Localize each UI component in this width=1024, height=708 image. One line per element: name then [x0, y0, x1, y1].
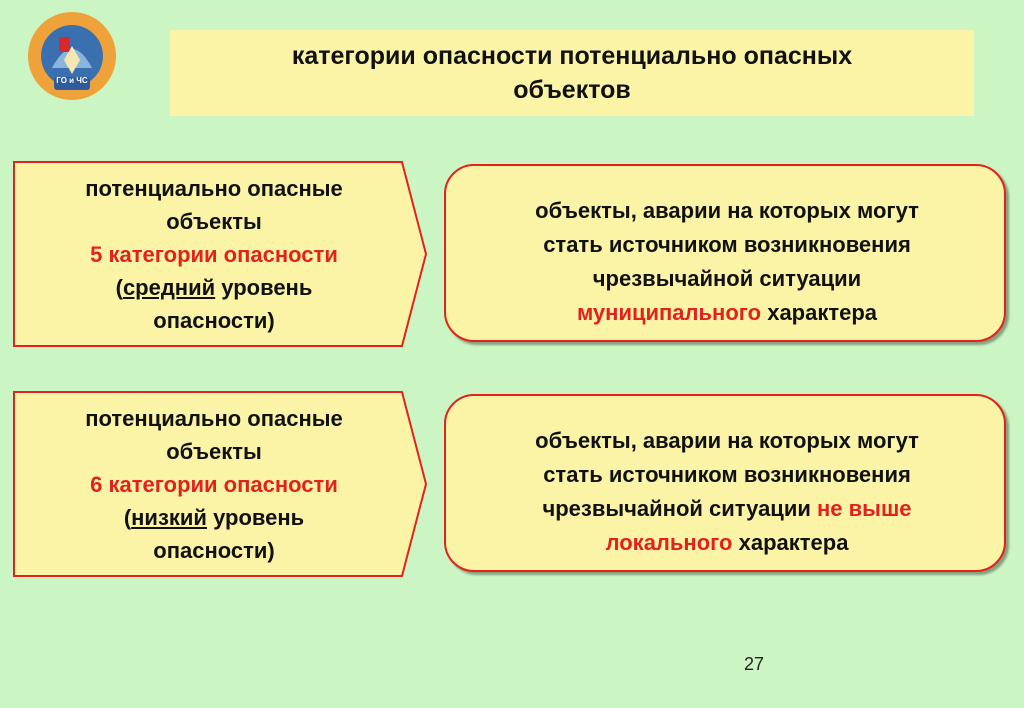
category-6-line-1: потенциально опасные	[85, 406, 343, 431]
category-5-line-5: опасности)	[153, 308, 275, 333]
category-6-def-line-4: локального характера	[605, 530, 849, 555]
category-5-level: средний	[122, 275, 216, 300]
title-line-1: категории опасности потенциально опасных	[291, 42, 853, 70]
category-6-scope: локального	[605, 530, 733, 555]
category-6-scope-prefix: не выше	[817, 496, 912, 521]
organization-logo	[26, 10, 118, 102]
category-5-def-line-2: стать источником возникновения	[543, 232, 911, 257]
category-6-line-2: объекты	[166, 439, 262, 464]
category-6-def-line-2: стать источником возникновения	[543, 462, 911, 487]
category-5-arrow-box	[12, 160, 430, 348]
category-6-def-line-3: чрезвычайной ситуации не выше	[542, 496, 912, 521]
category-5-label: 5 категории опасности	[90, 242, 338, 267]
category-5-definition-box	[444, 164, 1006, 342]
category-5-def-line-4: муниципального характера	[576, 300, 878, 325]
category-5-level-line: (средний уровень	[115, 275, 313, 300]
category-5-def-line-3: чрезвычайной ситуации	[592, 266, 862, 291]
page-title	[170, 30, 974, 116]
category-5-line-1: потенциально опасные	[85, 176, 343, 201]
category-5-line-2: объекты	[166, 209, 262, 234]
category-5-def-line-1: объекты, аварии на которых могут	[535, 198, 919, 223]
category-6-line-5: опасности)	[153, 538, 275, 563]
category-5-scope: муниципального	[576, 300, 762, 325]
category-6-definition-box	[444, 394, 1006, 572]
page-number: 27	[744, 654, 765, 674]
category-6-level-line: (низкий уровень	[123, 505, 305, 530]
title-line-2: объектов	[513, 76, 631, 104]
category-6-def-line-1: объекты, аварии на которых могут	[535, 428, 919, 453]
logo-badge-text: ГО и ЧС	[56, 76, 88, 85]
category-6-level: низкий	[131, 505, 207, 530]
category-6-arrow-box	[12, 390, 430, 578]
category-6-label: 6 категории опасности	[90, 472, 338, 497]
